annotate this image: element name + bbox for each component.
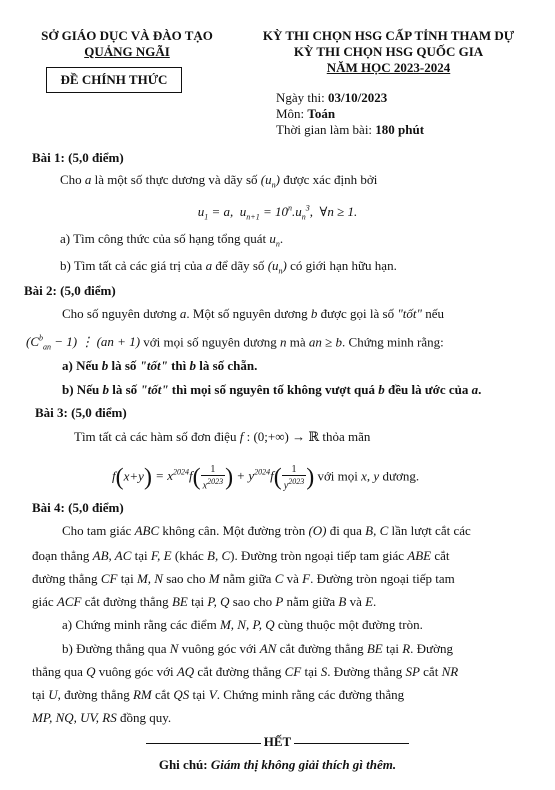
problem2-part-b: b) Nếu b là số "tốt" thì mọi số nguyên tố không vượt quá b đều là ước của a. [62,382,482,397]
exam-title-line1: KỲ THI CHỌN HSG CẤP TỈNH THAM DỰ [262,28,515,43]
problem2-title: Bài 2: (5,0 điểm) [24,283,116,298]
problem1-formula: $u_1 = a$, $u_{n+1} = 10^n.u_n^3$, ∀n ≥ 1. [197,204,358,222]
problem4-part-a: a) Chứng minh rằng các điểm M, N, P, Q cùng thuộc một đường tròn. [62,617,423,632]
problem2-part-a: a) Nếu b là số "tốt" thì b là số chẵn. [62,358,258,373]
problem1-part-b: b) Tìm tất cả các giá trị của a để dãy số $(u_n)$ có giới hạn hữu hạn. [60,258,397,276]
problem4-line2: đoạn thẳng AB, AC tại F, E (khác B, C). Đường tròn ngoại tiếp tam giác ABE cắt [32,548,450,563]
end-text: HẾT [263,734,292,749]
problem3-line1: Tìm tất cả các hàm số đơn điệu f : (0;+∞) → ℝ thỏa mãn [74,429,371,444]
date-label: Ngày thi: [276,90,328,105]
official-exam-box: ĐỀ CHÍNH THỨC [46,67,182,93]
department-header [22,28,232,60]
footer-note [0,756,555,773]
problem4-part-b-line2: thẳng qua Q vuông góc với AQ cắt đường thẳng CF tại S. Đường thẳng SP cắt NR [32,664,459,679]
problem3-title: Bài 3: (5,0 điểm) [35,405,127,420]
time-label: Thời gian làm bài: [276,122,376,137]
exam-header [236,28,541,76]
problem4-line3: đường thẳng CF tại M, N sao cho M nằm giữa C và F. Đường tròn ngoại tiếp tam [32,571,455,586]
end-rule-right [294,743,409,744]
department-name: SỞ GIÁO DỤC VÀ ĐÀO TẠO [41,28,213,43]
problem1-intro: Cho a là một số thực dương và dãy số $(u_n)$ được xác định bởi [60,172,378,190]
province-name: QUẢNG NGÃI [84,44,170,59]
problem4-part-b-line4: MP, NQ, UV, RS đồng quy. [32,710,172,725]
date-value: 03/10/2023 [328,90,388,105]
subject-label: Môn: [276,106,308,121]
subject-value: Toán [307,106,336,121]
note-label: Ghi chú: [158,757,211,772]
problem4-line4: giác ACF cắt đường thẳng BE tại P, Q sao cho P nằm giữa B và E. [32,594,377,609]
problem2-line1: Cho số nguyên dương a. Một số nguyên dương b được gọi là số "tốt" nếu [62,306,445,321]
problem3-equation: $f(x+y) = x^{2024}f$( $\frac{1}{x^{2023}}$ ) + $y^{2024}f$( $\frac{1}{y^{2023}}$ ) với mọi x, y dương. [112,463,420,491]
note-text: Giám thị không giải thích gì thêm. [210,757,397,772]
problem4-title: Bài 4: (5,0 điểm) [32,500,124,515]
exam-title-line2: KỲ THI CHỌN HSG QUỐC GIA [293,44,484,59]
exam-meta [276,90,424,138]
problem4-part-b-line3: tại U, đường thẳng RM cắt QS tại V. Chứng minh rằng các đường thẳng [32,687,405,702]
problem2-line2: $(C^b_{an} - 1)$ ⋮ (an + 1) với mọi số nguyên dương n mà an ≥ b. Chứng minh rằng: [26,334,444,352]
problem4-line1: Cho tam giác ABC không cân. Một đường tròn (O) đi qua B, C lần lượt cắt các [62,523,471,538]
school-year: NĂM HỌC 2023-2024 [326,60,451,75]
problem4-part-b-line1: b) Đường thẳng qua N vuông góc với AN cắt đường thẳng BE tại R. Đường [62,641,453,656]
problem1-title: Bài 1: (5,0 điểm) [32,150,124,165]
time-value: 180 phút [375,122,425,137]
end-marker [0,733,555,750]
end-rule-left [146,743,261,744]
problem1-part-a: a) Tìm công thức của số hạng tổng quát $u_n$. [60,231,284,249]
